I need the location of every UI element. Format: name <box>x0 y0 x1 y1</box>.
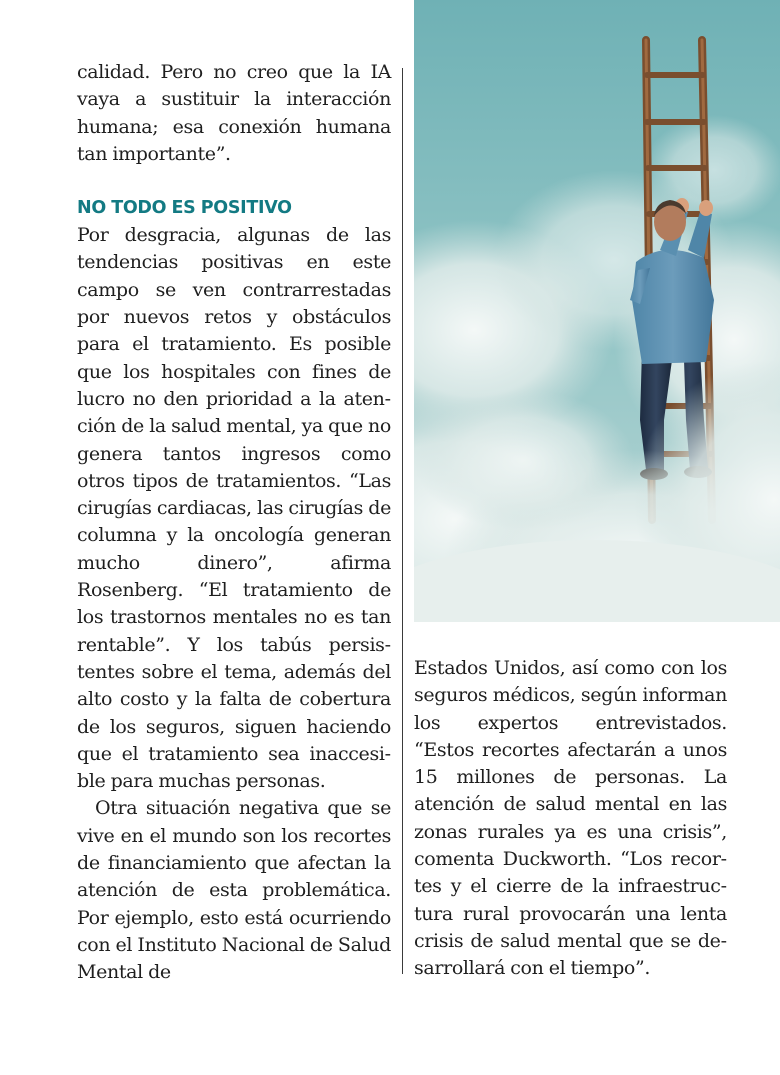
right-text-column <box>414 655 727 983</box>
left-text-column <box>77 59 391 987</box>
section-subheading: NO TODO ES POSITIVO <box>77 198 292 219</box>
paragraph-spacer <box>77 168 391 195</box>
paragraph-intro: calidad. Pero no creo que la IA vaya a sustituir la interacción humana; esa conexión humana tan importante”. <box>77 61 391 165</box>
column-divider <box>402 68 403 974</box>
man-climbing-ladder-into-clouds-illustration <box>414 0 780 622</box>
article-photo <box>414 0 780 622</box>
paragraph-continued: Estados Unidos, así como con los seguros médicos, según informan los expertos entrevistados. “Estos recortes afectarán a unos 15 millones de personas. La atención de salud mental en las zonas rurales ya es una crisis”, comenta Duckworth. “Los recortes y el cierre de la infraestructura rural provocarán una lenta crisis de salud mental que se desarrollará con el tiempo”. <box>414 657 727 980</box>
paragraph-negative-trends: Por desgracia, algunas de las tendencias positivas en este campo se ven contrarrestadas por nuevos retos y obstáculos para el tratamiento. Es posible que los hospitales con fines de lucro no den prioridad a la atención de la salud mental, ya que no genera tantos ingresos como otros tipos de tratamientos. “Las cirugías cardiacas, las cirugías de columna y la oncología generan mucho dinero”, afirma Rosenberg. “El tratamiento de los trastornos mentales no es tan rentable”. Y los tabús persistentes sobre el tema, además del alto costo y la falta de cobertura de los seguros, siguen haciendo que el tratamiento sea inaccesible para muchas personas. <box>77 224 391 793</box>
paragraph-funding-cuts: Otra situación negativa que se vive en el mundo son los recortes de financiamiento que afectan la atención de esta problemática. Por ejemplo, esto está ocurriendo con el Instituto Nacional de Salud Mental de <box>77 797 391 984</box>
